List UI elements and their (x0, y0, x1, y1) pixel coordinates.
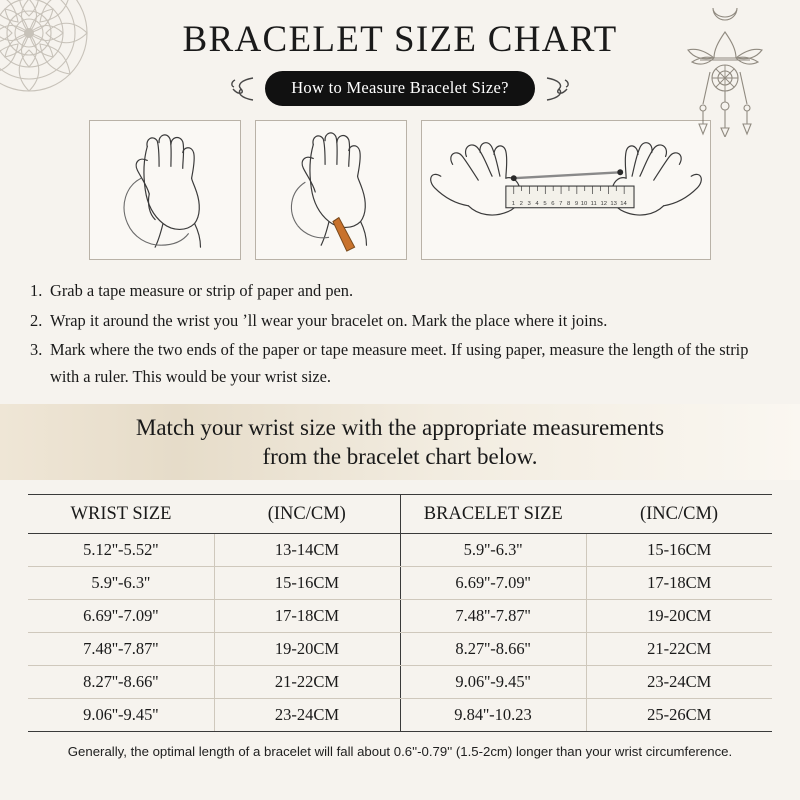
svg-text:6: 6 (551, 200, 555, 207)
cell-wrist-cm: 19-20CM (214, 633, 400, 666)
column-header-bracelet-size: BRACELET SIZE (400, 495, 586, 534)
step-text: Wrap it around the wrist you ʼll wear your bracelet on. Mark the place where it joins. (50, 310, 608, 330)
cell-bracelet-cm: 21-22CM (586, 633, 772, 666)
hand-with-paper-strip-icon (256, 121, 406, 259)
cell-wrist-size: 8.27''-8.66'' (28, 666, 214, 699)
svg-text:10: 10 (580, 200, 588, 207)
table-row (28, 633, 772, 666)
cell-wrist-cm: 21-22CM (214, 666, 400, 699)
banner-line-2: from the bracelet chart below. (262, 444, 538, 470)
cell-bracelet-size: 9.06''-9.45'' (400, 666, 586, 699)
svg-text:11: 11 (590, 200, 597, 207)
svg-text:3: 3 (527, 200, 531, 207)
column-header-wrist-units: (INC/CM) (214, 495, 400, 534)
cell-wrist-cm: 15-16CM (214, 567, 400, 600)
flourish-left-icon (229, 74, 255, 104)
table-row (28, 534, 772, 567)
step-number: 1. (30, 281, 43, 300)
column-header-bracelet-units: (INC/CM) (586, 495, 772, 534)
step-text: Grab a tape measure or strip of paper and pen. (50, 281, 354, 300)
cell-wrist-size: 6.69''-7.09'' (28, 600, 214, 633)
column-header-wrist-size: WRIST SIZE (28, 495, 214, 534)
svg-text:5: 5 (543, 200, 547, 207)
cell-bracelet-cm: 19-20CM (586, 600, 772, 633)
banner-line-1: Match your wrist size with the appropriate measurements (135, 414, 665, 440)
table-row (28, 600, 772, 633)
step-text: Mark where the two ends of the paper or tape measure meet. If using paper, measure the length of the strip with a ruler. This would be your wrist size. (50, 340, 749, 386)
svg-text:1: 1 (511, 200, 516, 207)
svg-text:9: 9 (574, 200, 579, 207)
illustration-hands-measuring-with-ruler (421, 120, 711, 260)
list-item (30, 278, 770, 305)
cell-wrist-size: 7.48''-7.87'' (28, 633, 214, 666)
cell-wrist-cm: 23-24CM (214, 699, 400, 732)
cell-bracelet-size: 5.9''-6.3'' (400, 534, 586, 567)
table-row (28, 567, 772, 600)
lotus-ornament-icon (670, 2, 780, 137)
cell-bracelet-size: 7.48''-7.87'' (400, 600, 586, 633)
page-title: BRACELET SIZE CHART (182, 19, 618, 60)
cell-wrist-size: 5.12''-5.52'' (28, 534, 214, 567)
illustration-row (0, 120, 800, 260)
svg-text:12: 12 (600, 200, 608, 207)
cell-bracelet-size: 6.69''-7.09'' (400, 567, 586, 600)
table-row (28, 699, 772, 732)
hand-with-tape-measure-icon (90, 121, 240, 259)
svg-text:14: 14 (620, 200, 627, 207)
cell-bracelet-cm: 23-24CM (586, 666, 772, 699)
list-item (30, 337, 770, 390)
table-header-row (28, 495, 772, 534)
subtitle-pill: How to Measure Bracelet Size? (265, 71, 535, 106)
svg-text:8: 8 (566, 200, 571, 207)
flourish-right-icon (545, 74, 571, 104)
cell-bracelet-cm: 15-16CM (586, 534, 772, 567)
illustration-hand-with-tape-measure (89, 120, 241, 260)
svg-text:2: 2 (519, 200, 523, 207)
match-size-banner (0, 404, 800, 480)
list-item (30, 308, 770, 335)
cell-wrist-cm: 17-18CM (214, 600, 400, 633)
instruction-steps (30, 278, 770, 390)
svg-text:4: 4 (535, 200, 539, 207)
cell-wrist-size: 9.06''-9.45'' (83, 705, 159, 725)
hands-measuring-strip-with-ruler-icon (422, 121, 710, 259)
cell-wrist-size: 5.9''-6.3'' (28, 567, 214, 600)
svg-text:13: 13 (610, 200, 617, 207)
illustration-hand-with-paper-strip (255, 120, 407, 260)
cell-bracelet-cm: 25-26CM (586, 699, 772, 732)
cell-wrist-cm: 13-14CM (214, 534, 400, 567)
cell-bracelet-size: 8.27''-8.66'' (400, 633, 586, 666)
cell-bracelet-size: 9.84''-10.23 (400, 699, 586, 732)
step-number: 3. (30, 340, 43, 360)
table-row (28, 666, 772, 699)
step-number: 2. (30, 310, 43, 330)
mandala-ornament-icon (0, 0, 104, 108)
footnote: Generally, the optimal length of a bracelet will fall about 0.6''-0.79'' (1.5-2cm) longer than your wrist circumference. (67, 744, 733, 760)
svg-text:7: 7 (559, 200, 563, 207)
cell-bracelet-cm: 17-18CM (586, 567, 772, 600)
size-table (28, 494, 772, 732)
